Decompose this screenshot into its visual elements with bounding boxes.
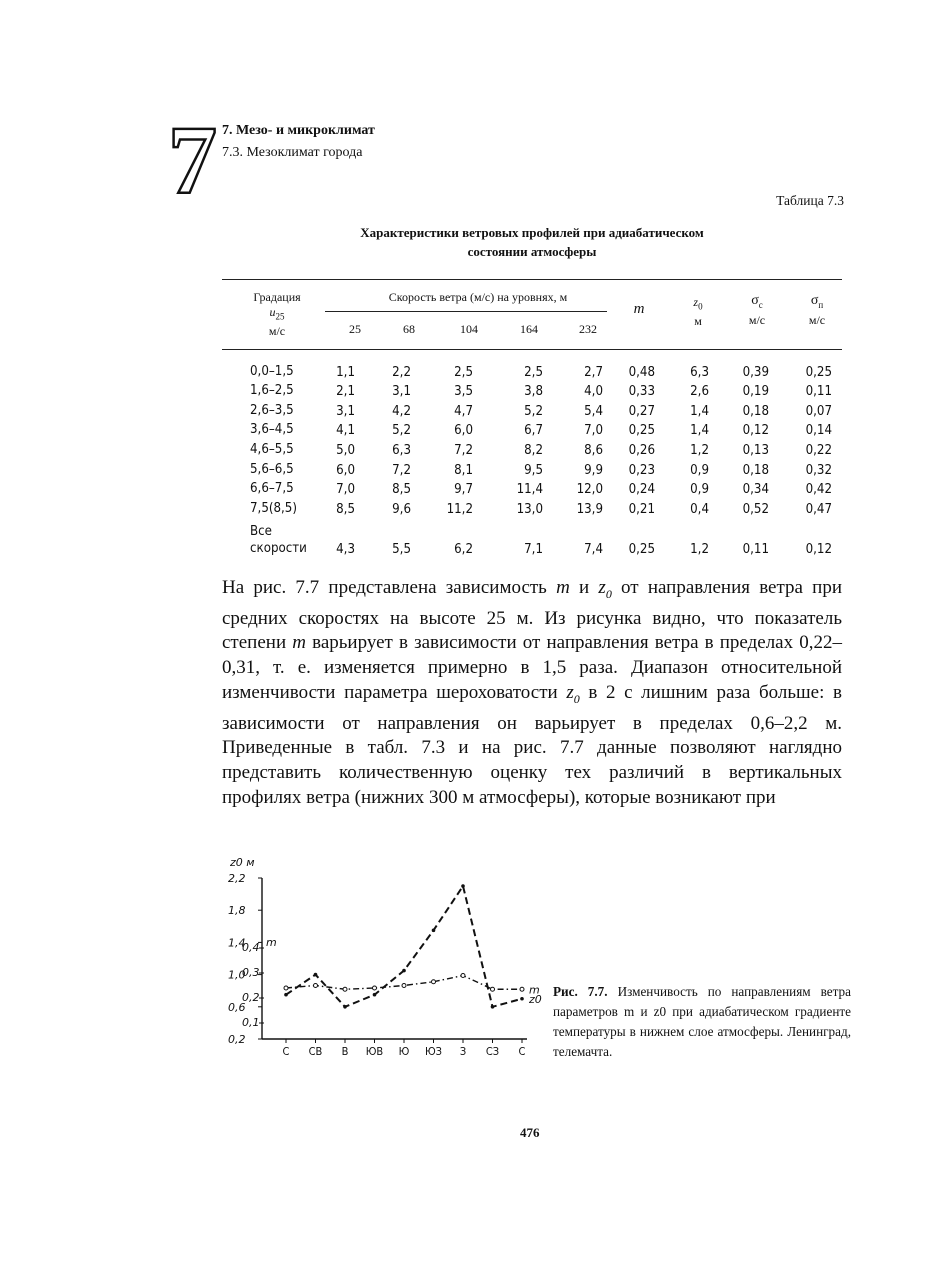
table-cell: 7,1	[524, 541, 543, 557]
table-cell: 8,2	[524, 442, 543, 458]
header-level-25: 25	[349, 322, 361, 336]
z0-axis-tick-label: 1,8	[228, 904, 246, 918]
table-cell: 11,2	[446, 501, 473, 517]
table-cell: 0,34	[742, 482, 769, 498]
z0-axis-tick-label: 1,4	[228, 936, 246, 950]
header-gradation: Градация $u_{25}$ м/с	[232, 290, 322, 339]
series-point-z0	[402, 969, 406, 973]
table-cell: 7,0	[336, 482, 355, 498]
table-cell: 0,25	[628, 423, 655, 439]
table-cell: 9,7	[454, 482, 473, 498]
table-cell: 8,5	[392, 482, 411, 498]
table-cell: 4,0	[584, 384, 603, 400]
header-m: m	[633, 301, 645, 317]
table-row	[222, 517, 842, 557]
table-cell: 3,1	[336, 403, 355, 419]
table-cell: 0,21	[628, 501, 655, 517]
table-cell: 0,26	[628, 442, 655, 458]
table-cell: 3,8	[524, 384, 543, 400]
table-label: Таблица 7.3	[776, 193, 844, 208]
table-cell: 3,1	[392, 384, 411, 400]
table-cell: 7,2	[392, 462, 411, 478]
table-cell: 4,3	[336, 541, 355, 557]
table-cell: 5,2	[392, 423, 411, 439]
z0-axis-tick-label: 0,2	[228, 1033, 246, 1046]
header-sigma-n: $\sigma_п$ м/с	[795, 293, 839, 328]
table-cell: 0,52	[742, 501, 769, 517]
series-point-m	[432, 980, 436, 984]
figure-chart	[222, 850, 552, 1065]
table-cell-gradation: 4,6–5,5	[250, 441, 294, 457]
table-cell: 0,25	[628, 541, 655, 557]
series-label-m: m	[529, 983, 540, 997]
table-cell: 0,24	[628, 482, 655, 498]
table-row	[222, 438, 842, 458]
table-cell: 0,07	[805, 403, 832, 419]
series-point-m	[461, 974, 465, 978]
table-cell: 0,32	[805, 462, 832, 478]
table-caption-line2: состоянии атмосферы	[467, 244, 597, 259]
table-row	[222, 497, 842, 517]
series-point-m	[520, 987, 524, 991]
z0-symbol: $z_0$	[566, 681, 580, 706]
table-cell: 0,47	[805, 501, 832, 517]
series-point-z0	[461, 884, 465, 888]
table-cell: 0,22	[805, 442, 832, 458]
header-level-68: 68	[403, 322, 415, 336]
table-cell: 0,25	[805, 364, 832, 380]
series-point-z0	[343, 1005, 347, 1009]
table-cell: 4,2	[392, 403, 411, 419]
table-cell: 12,0	[576, 482, 603, 498]
series-point-m	[314, 984, 318, 988]
table-cell: 8,1	[454, 462, 473, 478]
table-cell: 9,9	[584, 462, 603, 478]
table-cell: 0,12	[742, 423, 769, 439]
table-cell: 0,39	[742, 364, 769, 380]
x-axis-tick-label: ЮЗ	[424, 1045, 443, 1058]
z0-axis-tick-label: 0,6	[228, 1000, 246, 1014]
table-caption-line1: Характеристики ветровых профилей при адиабатическом	[360, 225, 704, 240]
table-cell: 2,1	[336, 384, 355, 400]
table-cell: 5,4	[584, 403, 603, 419]
header-sigma-c-symbol: $\sigma_с$	[751, 293, 763, 310]
table-cell: 0,18	[742, 403, 769, 419]
table-cell: 8,5	[336, 501, 355, 517]
table-row	[222, 399, 842, 419]
table-cell: 0,11	[742, 541, 769, 557]
table-cell: 6,0	[454, 423, 473, 439]
table-row	[222, 360, 842, 380]
table-cell: 0,12	[805, 541, 832, 557]
x-axis-tick-label: Ю	[398, 1045, 410, 1058]
header-sigma-c: $\sigma_с$ м/с	[735, 293, 779, 328]
m-axis-tick-label: 0,4	[242, 941, 260, 954]
table-cell: 7,4	[584, 541, 603, 557]
table-row	[222, 458, 842, 478]
table-cell: 1,2	[690, 442, 709, 458]
series-point-m	[373, 986, 377, 990]
header-level-104: 104	[460, 322, 478, 336]
table-caption	[222, 223, 842, 261]
table-cell: 1,2	[690, 541, 709, 557]
series-point-z0	[314, 973, 318, 977]
header-speed-underline	[325, 311, 607, 312]
table-cell: 1,4	[690, 423, 709, 439]
table-cell: 0,48	[628, 364, 655, 380]
series-point-m	[343, 987, 347, 991]
table-cell: 2,5	[454, 364, 473, 380]
table-cell-gradation: 3,6–4,5	[250, 422, 294, 438]
header-z0: $z_0$ м	[680, 295, 716, 329]
series-point-z0	[491, 1005, 495, 1009]
header-sigma-n-symbol: $\sigma_п$	[810, 293, 824, 310]
x-axis-tick-label: С	[518, 1045, 526, 1058]
table-cell: 2,6	[690, 384, 709, 400]
chart-svg	[222, 850, 552, 1065]
table-cell: 5,2	[524, 403, 543, 419]
series-point-z0	[432, 929, 436, 933]
table-cell-gradation: 2,6–3,5	[250, 402, 294, 418]
body-paragraph: На рис. 7.7 представлена зависимость m и $z_0$ от направления ветра при средних скоростях на высоте 25 м. Из рисунка видно, что показатель степени m варьирует в зависимости от направления ветра в пределах 0,22–0,31, т. е. изменяется примерно в 1,5 раза. Диапазон относительной изменчивости параметра шероховатости $z_0$ в 2 с лишним раза больше: в зависимости от направления он варьирует в пределах 0,6–2,2 м. Приведенные в табл. 7.3 и на рис. 7.7 данные позволяют наглядно представить количественную оценку тех различий в вертикальных профилях ветра (нижних 300 м атмосферы), которые возникают при	[222, 577, 843, 808]
table-cell: 0,9	[690, 482, 709, 498]
table-cell: 6,3	[392, 442, 411, 458]
table-cell: 5,0	[336, 442, 355, 458]
table-cell: 0,42	[805, 482, 832, 498]
chapter-number: 7	[168, 107, 217, 215]
table-row	[222, 380, 842, 400]
page-number: 476	[520, 1125, 540, 1140]
table-cell: 8,6	[584, 442, 603, 458]
table-cell: 7,2	[454, 442, 473, 458]
series-line-z0	[286, 886, 522, 1007]
table-cell: 0,4	[690, 501, 709, 517]
x-axis-tick-label: З	[459, 1045, 467, 1058]
m-axis-tick-label: 0,2	[242, 991, 260, 1004]
table-cell: 1,1	[336, 364, 355, 380]
table-cell: 1,4	[690, 403, 709, 419]
table-row	[222, 419, 842, 439]
table-cell: 0,11	[805, 384, 832, 400]
table-cell: 13,9	[576, 501, 603, 517]
table-header-rule	[222, 349, 842, 350]
table-cell: 3,5	[454, 384, 473, 400]
series-point-m	[491, 987, 495, 991]
header-z0-symbol: $z_0$	[693, 295, 703, 312]
m-axis-label: m	[266, 936, 277, 949]
table-cell: 6,0	[336, 462, 355, 478]
table-cell-gradation: 5,6–6,5	[250, 461, 294, 477]
header-level-232: 232	[579, 322, 597, 336]
table-cell: 11,4	[516, 482, 543, 498]
x-axis-tick-label: СВ	[308, 1045, 323, 1058]
series-point-z0	[284, 993, 288, 997]
table-cell: 0,23	[628, 462, 655, 478]
z0-axis-label: z0 м	[230, 856, 255, 869]
table-cell: 0,33	[628, 384, 655, 400]
section-title: 7.3. Мезоклимат города	[222, 145, 363, 160]
table-cell: 2,5	[524, 364, 543, 380]
z0-axis-tick-label: 1,0	[228, 968, 246, 982]
table-cell-gradation: 7,5(8,5)	[250, 500, 297, 516]
table-cell: 9,5	[524, 462, 543, 478]
table-cell: 6,2	[454, 541, 473, 557]
table-cell: 0,13	[742, 442, 769, 458]
header-level-164: 164	[520, 322, 538, 336]
table-cell: 0,9	[690, 462, 709, 478]
x-axis-tick-label: В	[341, 1045, 349, 1058]
table-cell-gradation: 6,6–7,5	[250, 481, 294, 497]
header-u25: $u_{25}$	[269, 305, 285, 322]
header-speed-group: Скорость ветра (м/с) на уровнях, м	[388, 290, 568, 304]
chapter-title: 7. Мезо- и микроклимат	[222, 123, 375, 138]
table-row	[222, 478, 842, 498]
m-axis-tick-label: 0,1	[242, 1016, 260, 1029]
table-body	[222, 360, 842, 557]
table-cell: 7,0	[584, 423, 603, 439]
table-cell: 0,27	[628, 403, 655, 419]
table-cell: 0,18	[742, 462, 769, 478]
m-axis-tick-label: 0,3	[242, 966, 260, 979]
x-axis-tick-label: СЗ	[485, 1045, 500, 1058]
table-cell: 6,7	[524, 423, 543, 439]
table-cell: 5,5	[392, 541, 411, 557]
table-cell: 4,1	[336, 423, 355, 439]
table-cell: 2,7	[584, 364, 603, 380]
z0-symbol: $z_0$	[598, 577, 612, 601]
table-cell: 0,14	[805, 423, 832, 439]
series-point-m	[284, 986, 288, 990]
x-axis-tick-label: ЮВ	[365, 1045, 384, 1058]
table-cell: 9,6	[392, 501, 411, 517]
z0-axis-tick-label: 2,2	[228, 872, 246, 885]
series-label-z0: z0	[529, 992, 542, 1006]
table-cell: 4,7	[454, 403, 473, 419]
table-cell: 13,0	[516, 501, 543, 517]
figure-caption: Рис. 7.7. Изменчивость по направлениям ветра параметров m и z0 при адиабатическом градиенте температуры в нижнем слое атмосферы. Ленинград, телемачта.	[553, 984, 851, 1059]
series-point-m	[402, 984, 406, 988]
table-cell: 6,3	[690, 364, 709, 380]
table-cell-gradation: Все скорости	[250, 523, 307, 556]
table-top-rule	[222, 279, 842, 280]
series-point-z0	[373, 993, 377, 997]
x-axis-tick-label: С	[282, 1045, 290, 1058]
table-cell: 0,19	[742, 384, 769, 400]
table-cell-gradation: 0,0–1,5	[250, 363, 294, 379]
table-cell: 2,2	[392, 364, 411, 380]
series-point-z0	[520, 997, 524, 1001]
table-cell-gradation: 1,6–2,5	[250, 383, 294, 399]
